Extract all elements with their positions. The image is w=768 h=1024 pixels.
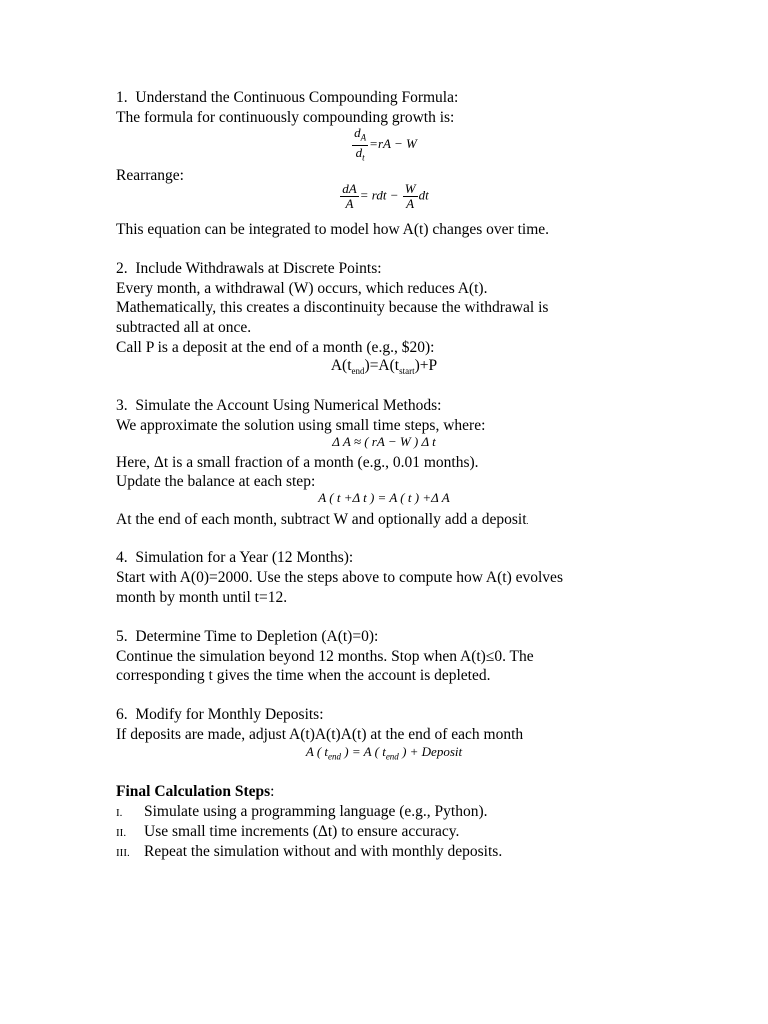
final-step-marker: III. — [116, 847, 130, 859]
section-5-line-2: corresponding t gives the time when the account is depleted. — [116, 667, 491, 684]
rearrange-label: Rearrange: — [116, 167, 184, 184]
section-1-intro: The formula for continuously compounding growth is: — [116, 109, 455, 126]
eq1-denominator: d — [355, 144, 363, 160]
final-steps-title-text: Final Calculation Steps — [116, 783, 271, 800]
equation-rearranged — [0, 182, 768, 211]
section-3-line-1: We approximate the solution using small time steps, where: — [116, 417, 486, 434]
section-4-heading: 4. Simulation for a Year (12 Months): — [116, 549, 354, 566]
section-5-line-1: Continue the simulation beyond 12 months. Stop when A(t)≤0. The — [116, 648, 534, 665]
final-step-item — [116, 802, 488, 823]
eq2-left-fraction — [340, 182, 358, 211]
section-6-line-1: If deposits are made, adjust A(t)A(t)A(t) at the end of each month — [116, 726, 524, 743]
final-step-marker: I. — [116, 807, 123, 819]
eq1-numerator: d — [354, 125, 361, 140]
eq1-denominator-sub: t — [362, 152, 365, 163]
section-5-heading: 5. Determine Time to Depletion (A(t)=0): — [116, 628, 379, 645]
deposit-equation — [0, 357, 768, 376]
adjust-eq-part-c: ) + Deposit — [398, 744, 463, 759]
section-6-heading: 6. Modify for Monthly Deposits: — [116, 706, 324, 723]
eq2-left-numerator: dA — [342, 181, 357, 196]
section-3-line-2: Here, Δt is a small fraction of a month (e.g., 0.01 months). — [116, 454, 479, 471]
section-4-line-1: Start with A(0)=2000. Use the steps above to compute how A(t) evolves — [116, 569, 563, 586]
delta-a-equation: Δ A ≈ ( rA − W ) Δ t — [332, 434, 436, 449]
eq2-middle: = rdt − — [359, 187, 399, 203]
update-equation: A ( t +Δ t ) = A ( t ) +Δ A — [318, 490, 450, 505]
section-2-line-3: subtracted all at once. — [116, 319, 252, 336]
section-3-line-4 — [116, 510, 529, 532]
section-2-line-4: Call P is a deposit at the end of a month (e.g., $20): — [116, 339, 435, 356]
deposit-eq-sub-start: start — [399, 366, 415, 377]
final-steps-title — [116, 782, 274, 802]
eq2-right-fraction — [403, 182, 418, 211]
adjust-eq-sub-2: end — [385, 751, 399, 762]
eq1-rhs: =rA − W — [369, 136, 417, 152]
deposit-eq-sub-end: end — [351, 366, 365, 377]
final-step-text: Repeat the simulation without and with monthly deposits. — [144, 843, 503, 860]
eq2-right-numerator: W — [404, 181, 416, 196]
final-step-text: Use small time increments (Δt) to ensure accuracy. — [144, 823, 460, 840]
section-3-line-3: Update the balance at each step: — [116, 473, 316, 490]
final-step-item — [116, 822, 459, 843]
equation-da-dt — [0, 126, 768, 164]
section-1-heading: 1. Understand the Continuous Compounding Formula: — [116, 89, 459, 106]
final-steps-title-colon: : — [270, 783, 275, 800]
deposit-eq-part-c: )+P — [414, 357, 438, 374]
section-3-line-4-text: At the end of each month, subtract W and optionally add a deposit — [116, 511, 527, 528]
eq2-tail: dt — [418, 187, 429, 203]
final-step-text: Simulate using a programming language (e.g., Python). — [144, 803, 488, 820]
section-4-line-2: month by month until t=12. — [116, 589, 288, 606]
section-1-conclusion: This equation can be integrated to model how A(t) changes over time. — [116, 221, 550, 238]
section-2-line-1: Every month, a withdrawal (W) occurs, which reduces A(t). — [116, 280, 488, 297]
adjust-eq-part-b: ) = A ( t — [341, 744, 386, 759]
adjust-eq-sub-1: end — [328, 751, 342, 762]
eq2-right-denominator: A — [406, 196, 415, 211]
eq1-numerator-sub: A — [360, 132, 367, 143]
eq2-left-denominator: A — [345, 196, 354, 211]
final-step-item — [116, 842, 502, 863]
section-3-heading: 3. Simulate the Account Using Numerical Methods: — [116, 397, 442, 414]
section-2-heading: 2. Include Withdrawals at Discrete Points: — [116, 260, 382, 277]
deposit-eq-part-a: A(t — [330, 357, 352, 374]
deposit-adjust-equation — [0, 744, 768, 762]
deposit-eq-part-b: )=A(t — [364, 357, 400, 374]
section-3-line-4-period: . — [526, 517, 529, 526]
adjust-eq-part-a: A ( t — [305, 744, 329, 759]
section-2-line-2: Mathematically, this creates a discontinuity because the withdrawal is — [116, 299, 549, 316]
equation-da-dt-fraction — [352, 126, 368, 164]
final-step-marker: II. — [116, 827, 127, 839]
